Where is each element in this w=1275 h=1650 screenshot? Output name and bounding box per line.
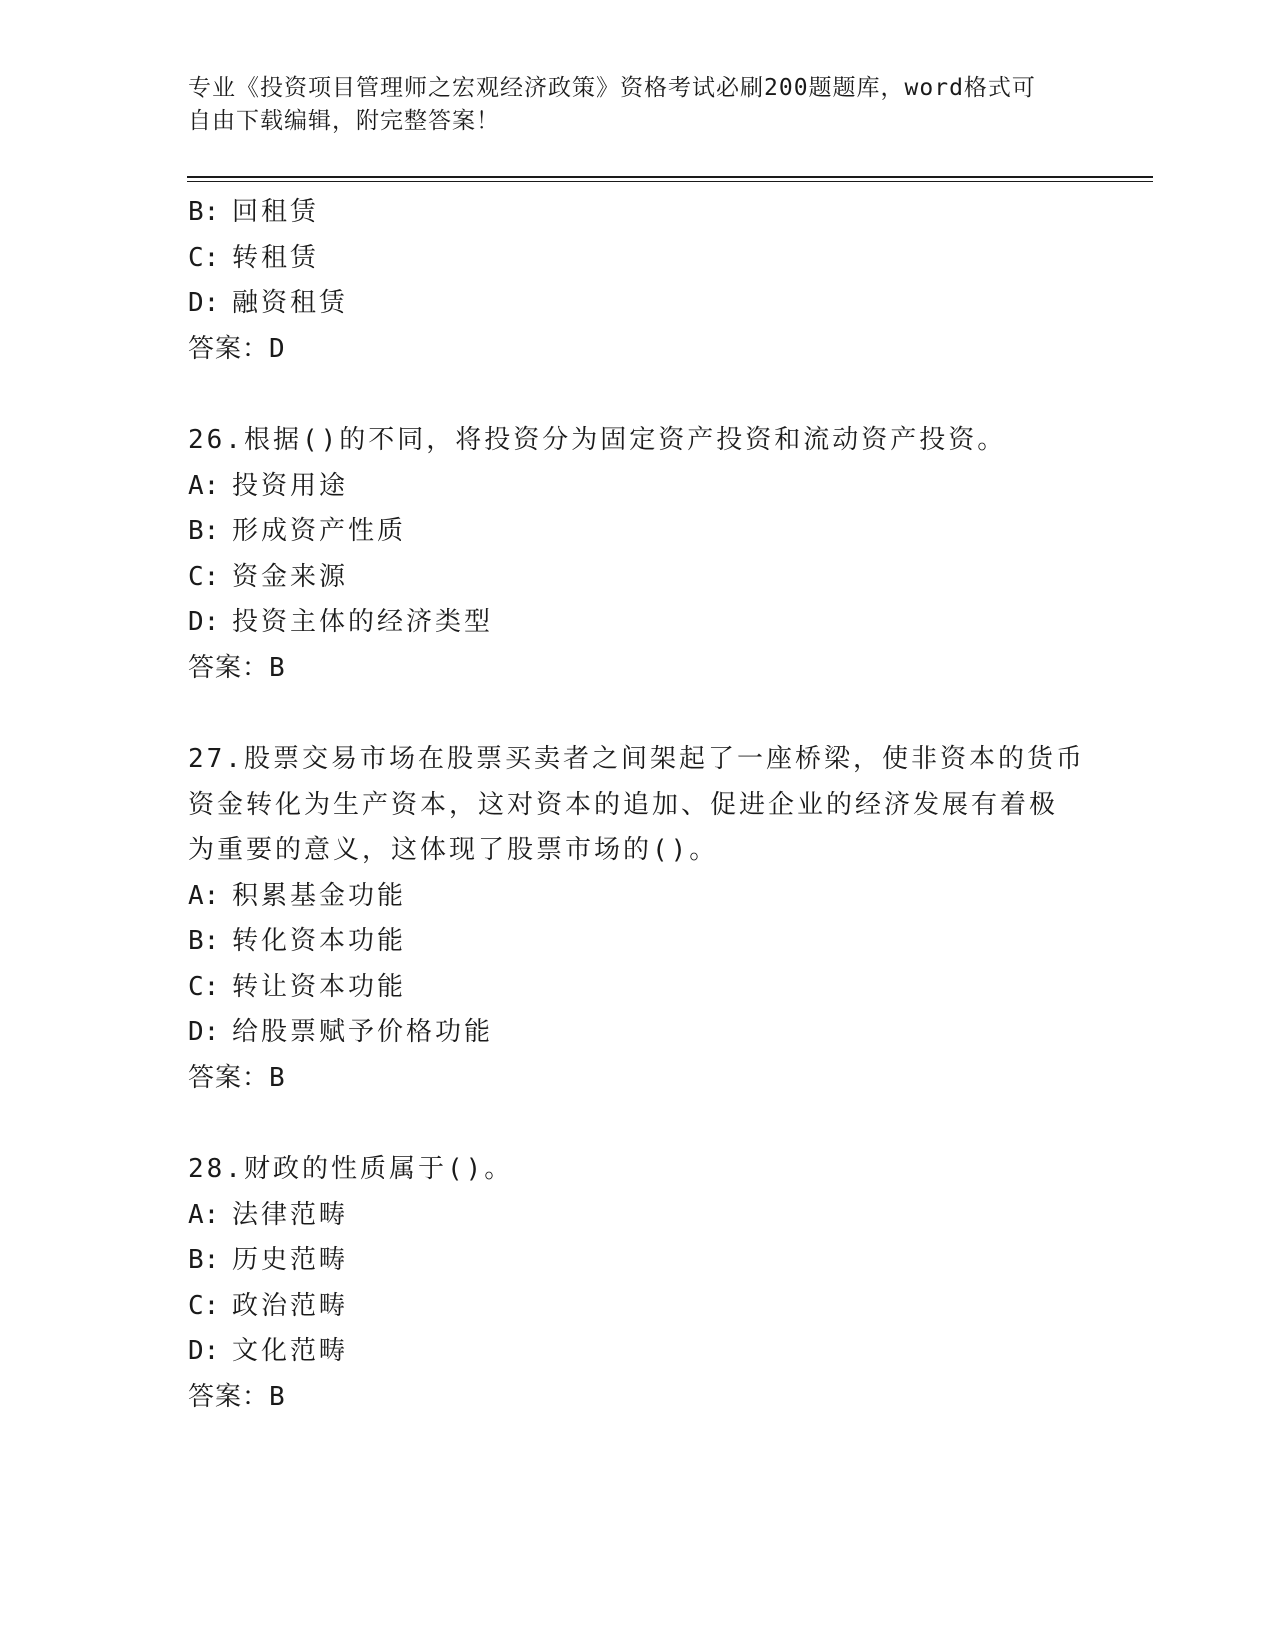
stem-line: 26.根据()的不同，将投资分为固定资产投资和流动资产投资。 xyxy=(188,425,1007,455)
stem-line: 资金转化为生产资本，这对资本的追加、促进企业的经济发展有着极 xyxy=(188,789,1059,820)
option-d xyxy=(188,600,1088,646)
header-rule-thick xyxy=(187,176,1153,178)
option-c xyxy=(188,965,1088,1011)
question-stem xyxy=(188,737,1088,874)
answer-line: 答案：B xyxy=(188,652,286,683)
question-block-27 xyxy=(188,737,1088,1101)
option-text: 法律范畴 xyxy=(232,1199,349,1230)
option-b xyxy=(188,1238,1088,1284)
option-letter: C: xyxy=(188,971,220,1002)
option-c xyxy=(188,236,1088,282)
option-text: 历史范畴 xyxy=(232,1245,349,1275)
option-text: 投资用途 xyxy=(232,470,349,501)
option-letter: D: xyxy=(188,288,220,318)
header-line-1: 专业《投资项目管理师之宏观经济政策》资格考试必刷200题题库，word格式可 xyxy=(188,75,1036,101)
option-a xyxy=(188,1193,1088,1239)
option-letter: D: xyxy=(188,607,220,637)
option-text: 文化范畴 xyxy=(232,1336,349,1366)
option-c xyxy=(188,1284,1088,1330)
answer-line: 答案：D xyxy=(188,333,286,364)
option-text: 形成资产性质 xyxy=(232,516,407,546)
question-stem xyxy=(188,418,1088,464)
question-stem xyxy=(188,1147,1088,1193)
option-d xyxy=(188,281,1088,327)
option-text: 融资租赁 xyxy=(232,288,349,318)
option-b xyxy=(188,919,1088,965)
option-letter: D: xyxy=(188,1336,220,1366)
option-letter: B: xyxy=(188,197,220,227)
option-letter: A: xyxy=(188,470,220,501)
option-b xyxy=(188,190,1088,236)
option-d xyxy=(188,1010,1088,1056)
stem-line: 28.财政的性质属于()。 xyxy=(188,1154,514,1184)
option-a xyxy=(188,464,1088,510)
option-b xyxy=(188,509,1088,555)
option-text: 转让资本功能 xyxy=(232,971,407,1002)
option-d xyxy=(188,1329,1088,1375)
question-block-28 xyxy=(188,1147,1088,1420)
option-text: 政治范畴 xyxy=(232,1290,349,1321)
question-block-26 xyxy=(188,418,1088,691)
stem-line: 27.股票交易市场在股票买卖者之间架起了一座桥梁，使非资本的货币 xyxy=(188,744,1085,774)
option-letter: B: xyxy=(188,516,220,546)
option-letter: A: xyxy=(188,880,220,911)
option-text: 转化资本功能 xyxy=(232,926,407,956)
option-letter: D: xyxy=(188,1017,220,1047)
spacer xyxy=(188,1101,1088,1147)
option-a xyxy=(188,874,1088,920)
option-text: 投资主体的经济类型 xyxy=(232,607,494,637)
spacer xyxy=(188,372,1088,418)
option-letter: A: xyxy=(188,1199,220,1230)
option-c xyxy=(188,555,1088,601)
header-rule-thin xyxy=(187,181,1153,182)
answer-line: 答案：B xyxy=(188,1062,286,1093)
question-block-partial xyxy=(188,190,1088,372)
option-letter: C: xyxy=(188,1290,220,1321)
document-header xyxy=(188,72,1088,138)
option-letter: C: xyxy=(188,561,220,592)
option-text: 积累基金功能 xyxy=(232,880,407,911)
option-letter: B: xyxy=(188,1245,220,1275)
spacer xyxy=(188,691,1088,737)
answer-line: 答案：B xyxy=(188,1381,286,1412)
header-line-2: 自由下载编辑，附完整答案！ xyxy=(188,108,500,134)
option-letter: C: xyxy=(188,242,220,273)
option-letter: B: xyxy=(188,926,220,956)
stem-line: 为重要的意义，这体现了股票市场的()。 xyxy=(188,835,719,865)
question-list xyxy=(188,190,1088,1420)
option-text: 给股票赋予价格功能 xyxy=(232,1017,494,1047)
option-text: 回租赁 xyxy=(232,197,320,227)
option-text: 资金来源 xyxy=(232,561,349,592)
option-text: 转租赁 xyxy=(232,242,320,273)
